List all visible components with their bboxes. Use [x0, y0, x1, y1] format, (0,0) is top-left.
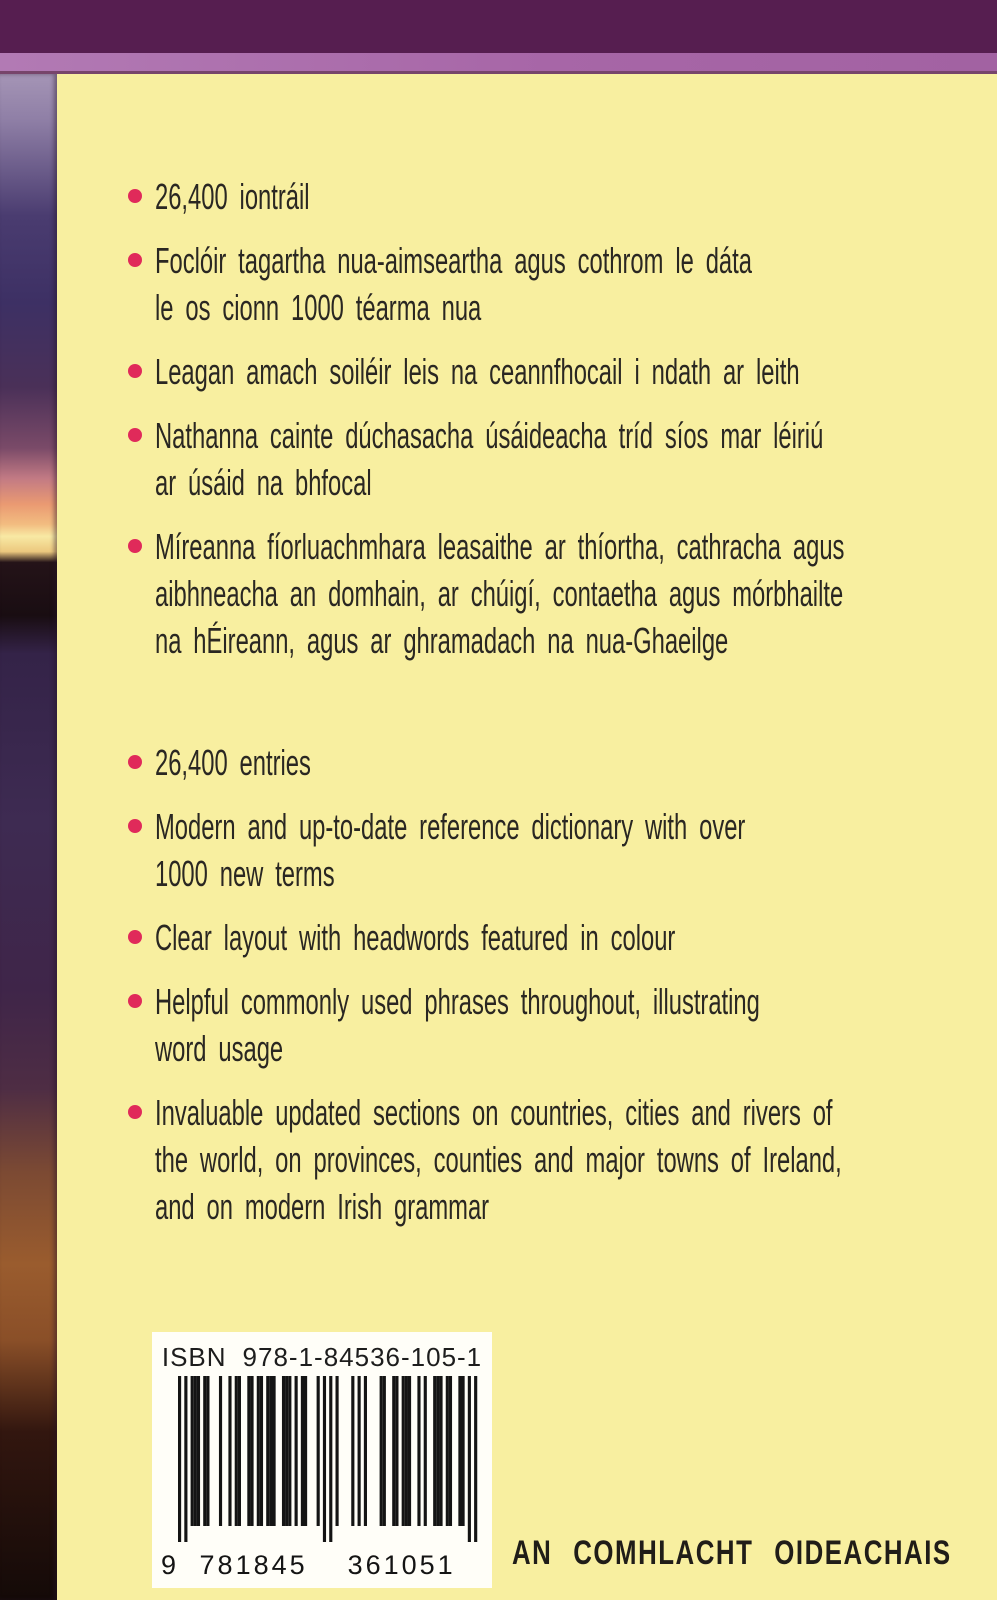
bullet-text — [155, 914, 943, 961]
bullet-line: na hÉireann, agus ar ghramadach na nua-Ghaeilge — [155, 620, 729, 661]
bullet-list-english — [57, 739, 997, 1230]
bullet-item — [57, 412, 997, 506]
bullet-line: Clear layout with headwords featured in colour — [155, 917, 676, 958]
svg-text:781845: 781845 — [199, 1550, 308, 1580]
bullet-text — [155, 237, 997, 331]
bullet-dot-icon — [128, 819, 142, 833]
bullet-line: 26,400 entries — [155, 742, 311, 783]
bullet-dot-icon — [128, 539, 142, 553]
bullet-item — [57, 739, 997, 786]
bullet-item — [57, 173, 997, 220]
bullet-text — [155, 173, 389, 220]
bullet-line: word usage — [155, 1028, 284, 1069]
bullet-line: aibhneacha an domhain, ar chúigí, contaetha agus mórbhailte — [155, 573, 844, 614]
top-purple-band — [0, 0, 997, 53]
bullet-dot-icon — [128, 364, 142, 378]
bullet-text — [155, 1089, 997, 1230]
bullet-dot-icon — [128, 189, 142, 203]
bullet-item — [57, 348, 997, 395]
bullet-line: le os cionn 1000 téarma nua — [155, 287, 482, 328]
bullet-line: Modern and up-to-date reference dictionary with over — [155, 806, 746, 847]
bullet-dot-icon — [128, 428, 142, 442]
accent-purple-band — [0, 53, 997, 71]
bullet-item — [57, 1089, 997, 1230]
bullet-text — [155, 348, 997, 395]
bullet-line: Míreanna fíorluachmhara leasaithe ar thíortha, cathracha agus — [155, 526, 845, 567]
isbn-prefix: ISBN — [161, 1342, 227, 1372]
bullet-list-irish — [57, 173, 997, 664]
publisher-name: AN COMHLACHT OIDEACHAIS — [512, 1534, 952, 1572]
svg-text:9: 9 — [161, 1550, 180, 1580]
bullet-dot-icon — [128, 253, 142, 267]
bullet-dot-icon — [128, 930, 142, 944]
bullet-dot-icon — [128, 994, 142, 1008]
sunset-photo-strip — [0, 74, 57, 1600]
ean13-barcode — [160, 1376, 484, 1582]
bullet-item — [57, 914, 997, 961]
isbn-barcode-box — [152, 1332, 492, 1588]
bullet-item — [57, 523, 997, 664]
bullet-text — [155, 739, 391, 786]
bullet-line: Leagan amach soiléir leis na ceannfhocail i ndath ar leith — [155, 351, 800, 392]
bullet-text — [155, 803, 997, 897]
bullet-dot-icon — [128, 755, 142, 769]
bullet-item — [57, 237, 997, 331]
bullet-line: Foclóir tagartha nua-aimseartha agus cothrom le dáta — [155, 240, 752, 281]
isbn-number: 978-1-84536-105-1 — [242, 1342, 483, 1372]
bullet-item — [57, 803, 997, 897]
bullet-line: 26,400 iontráil — [155, 176, 310, 217]
bullet-text — [155, 523, 997, 664]
bullet-line: Invaluable updated sections on countries, cities and rivers of — [155, 1092, 833, 1133]
bullet-dot-icon — [128, 1105, 142, 1119]
bullet-text — [155, 978, 997, 1072]
bullet-line: and on modern Irish grammar — [155, 1186, 490, 1227]
bullet-line: 1000 new terms — [155, 853, 335, 894]
bullet-line: Nathanna cainte dúchasacha úsáideacha tríd síos mar léiriú — [155, 415, 824, 456]
bullet-line: Helpful commonly used phrases throughout, illustrating — [155, 981, 760, 1022]
svg-text:361051: 361051 — [347, 1550, 456, 1580]
bullet-text — [155, 412, 997, 506]
bullet-item — [57, 978, 997, 1072]
bullet-line: ar úsáid na bhfocal — [155, 462, 372, 503]
bullet-line: the world, on provinces, counties and major towns of Ireland, — [155, 1139, 842, 1180]
isbn-label — [152, 1342, 492, 1373]
